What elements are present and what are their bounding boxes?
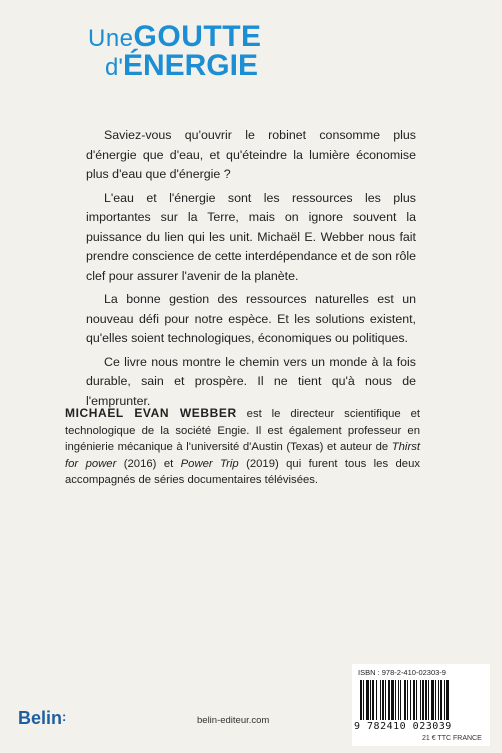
book-description [86, 126, 416, 415]
bio-text: est le directeur scientifique et technologique de la société Engie. Il est également professeur en ingénierie mécanique à l'université d'Austin (Texas) et auteur de [65, 408, 420, 453]
publisher-logo-text: Belin [18, 708, 63, 728]
title-word-goutte: GOUTTE [133, 20, 262, 53]
publisher-logo [18, 708, 66, 729]
barcode-panel [352, 664, 490, 746]
book-title [88, 22, 262, 81]
description-paragraph: Saviez-vous qu'ouvrir le robinet consomme plus d'énergie que d'eau, et qu'éteindre la lumière économise plus d'eau que d'énergie ? [86, 128, 416, 181]
barcode-icon [358, 680, 484, 722]
publisher-website: belin-editeur.com [197, 715, 270, 726]
title-word-d: d' [105, 54, 123, 81]
title-line-1 [88, 22, 262, 52]
title-word-energie: ÉNERGIE [122, 49, 258, 82]
price-label: 21 € TTC FRANCE [422, 735, 482, 742]
title-word-une: Une [88, 25, 134, 52]
bio-text: (2019) qui furent tous les deux accompagnés de séries documentaires télévisées. [65, 457, 420, 486]
isbn-label: ISBN : 978-2-410-02303-9 [358, 668, 446, 677]
author-bio [65, 405, 420, 489]
author-name: MICHAEL EVAN WEBBER [65, 406, 237, 420]
book-title-thirst: Thirst for power [65, 441, 420, 470]
description-paragraph: L'eau et l'énergie sont les ressources les plus importantes sur la Terre, mais on ignore souvent la puissance du lien qui les unit. Michaël E. Webber nous fait prendre conscience de cette interdépendance et de son rôle clef pour assurer l'avenir de la planète. [86, 190, 416, 283]
description-paragraph: Ce livre nous montre le chemin vers un monde à la fois durable, sain et prospère. Il ne tient qu'à nous de l'emprunter. [86, 354, 416, 408]
ean-number: 9 782410 023039 [354, 721, 452, 732]
title-line-2 [105, 51, 262, 81]
publisher-logo-mark: : [62, 709, 67, 724]
bio-text: (2016) et [116, 457, 181, 470]
book-title-power-trip: Power Trip [180, 457, 239, 470]
description-paragraph: La bonne gestion des ressources naturelles est un nouveau défi pour notre espèce. Et les solutions existent, qu'elles soient technologiques, économiques ou politiques. [86, 292, 416, 345]
